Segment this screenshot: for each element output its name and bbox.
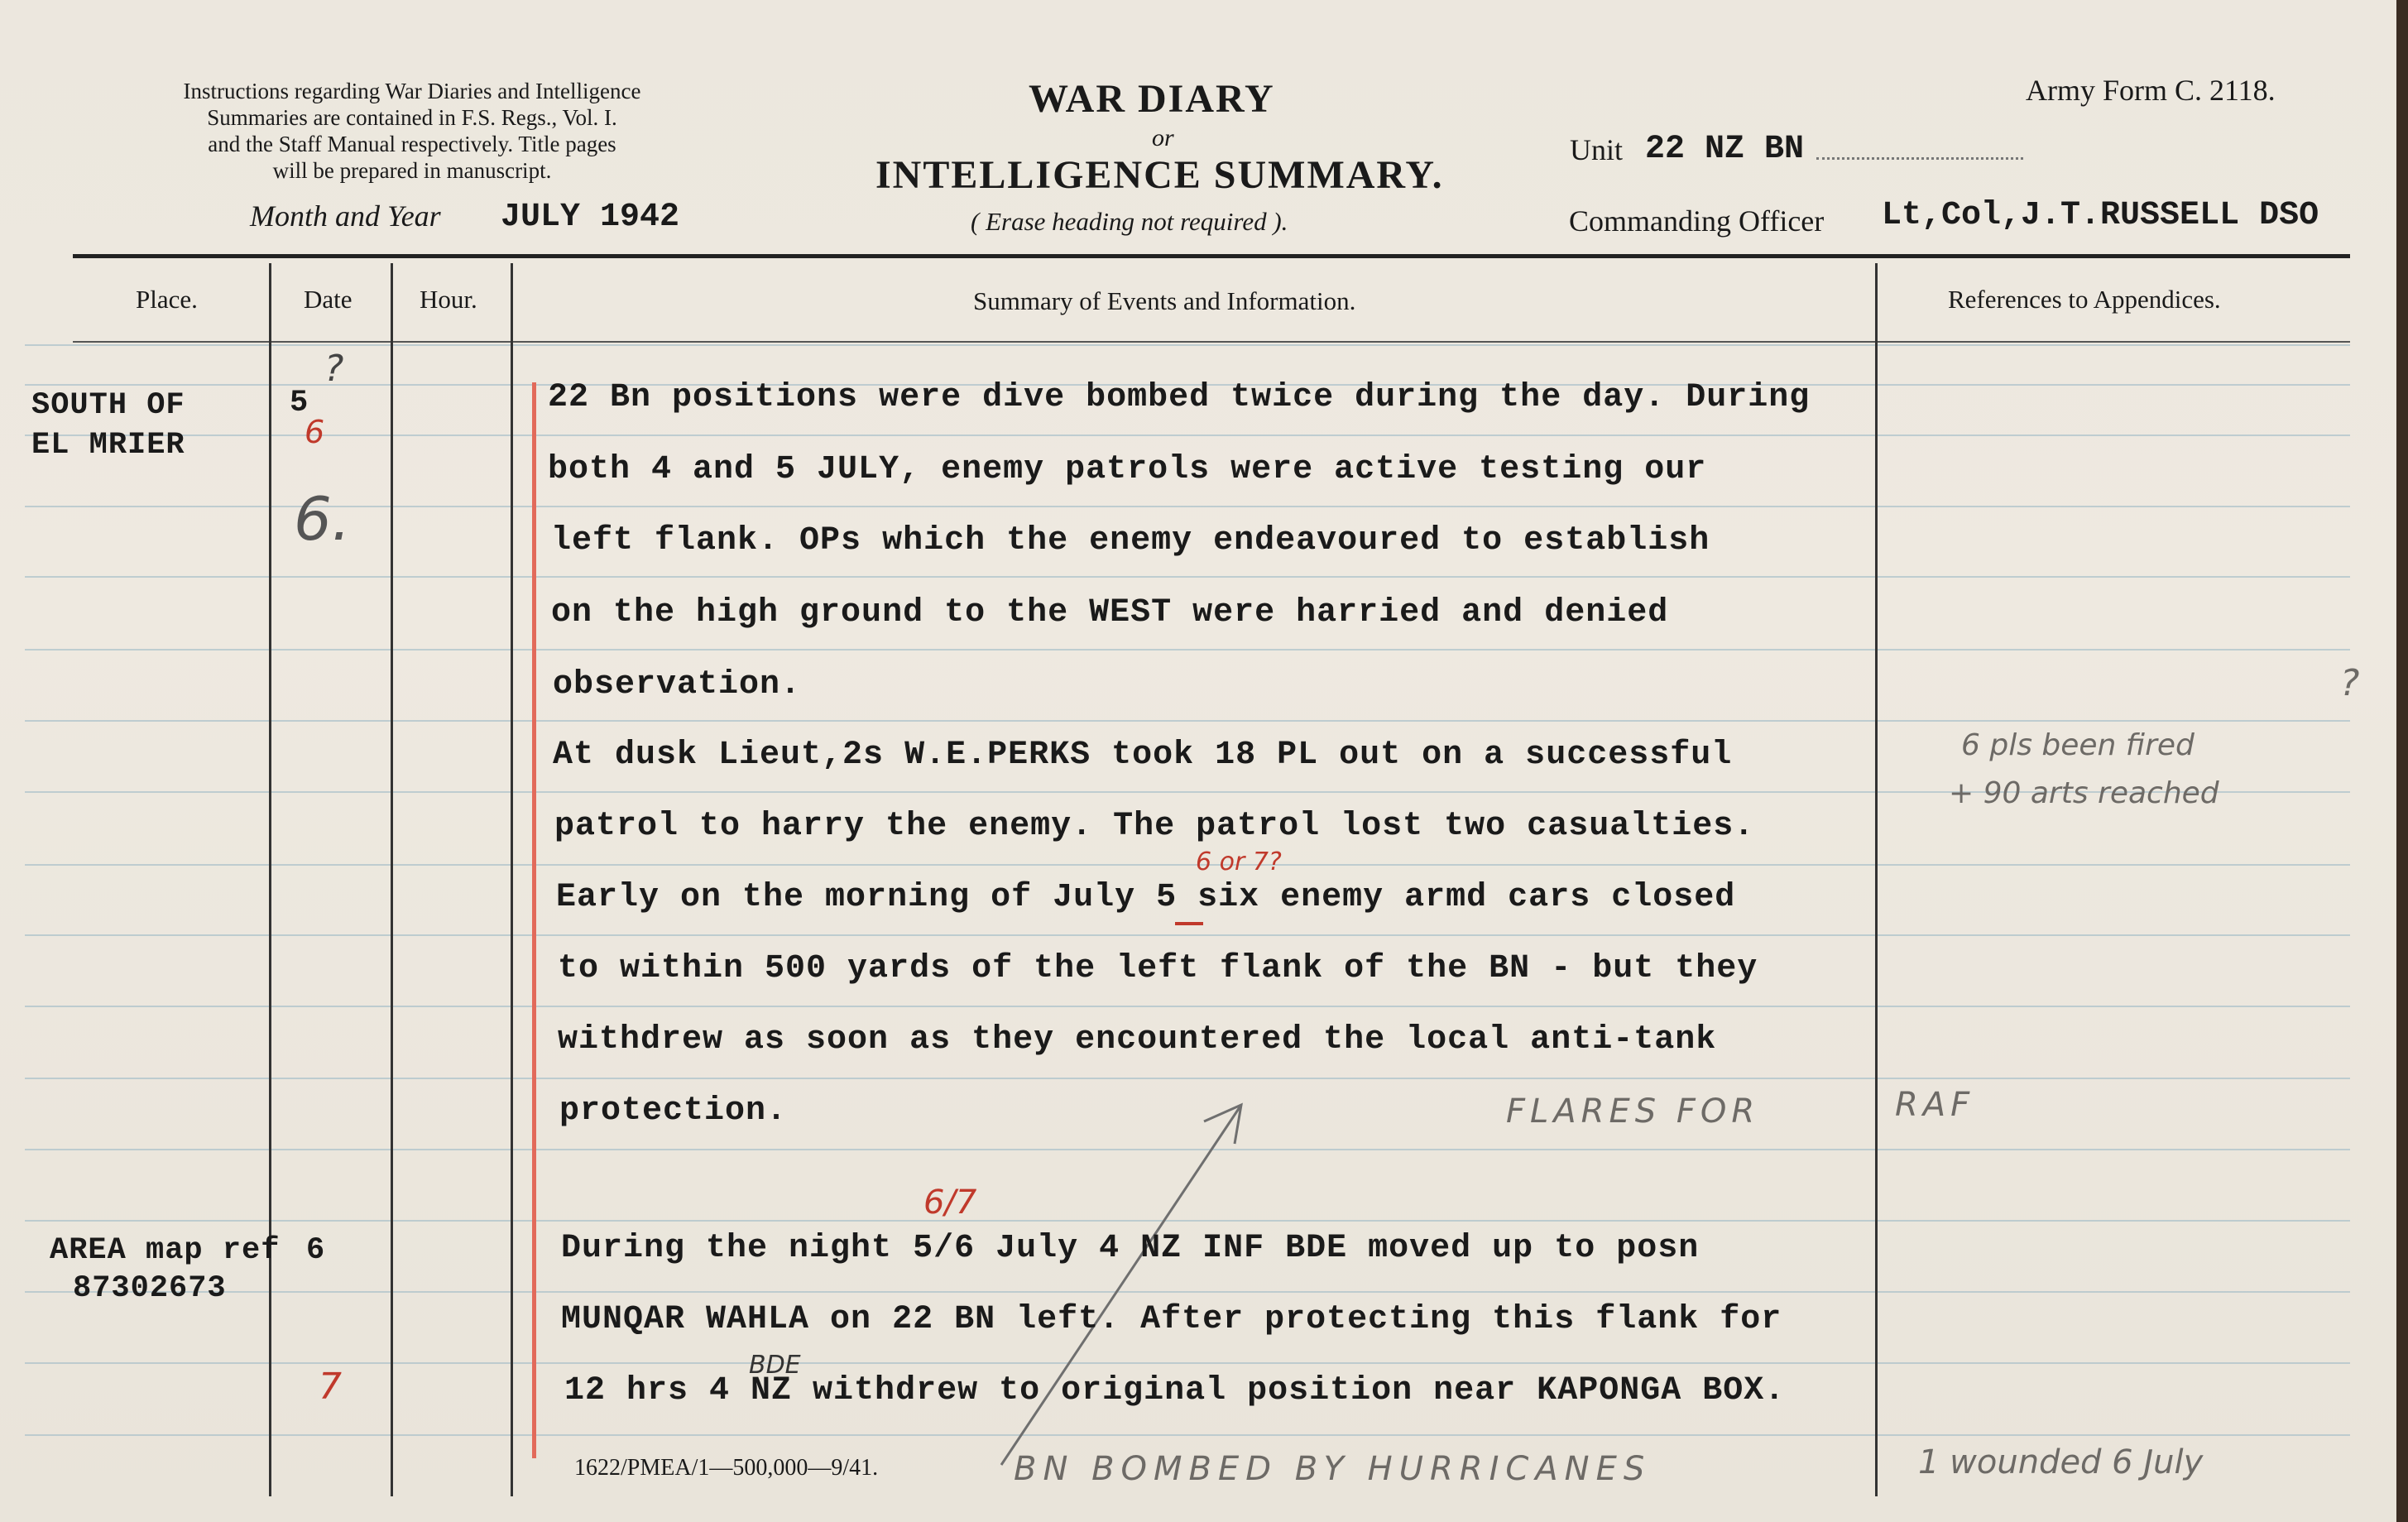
title-war-diary: WAR DIARY [1029,77,1275,121]
table-top-rule [73,254,2350,258]
summary-line: left flank. OPs which the enemy endeavoured to establish [551,522,1710,559]
date-entry-2: 6 [306,1233,325,1268]
date-handwritten-annotation: 6. [294,484,351,554]
column-header-date: Date [304,285,353,314]
column-header-hour: Hour. [420,285,477,314]
instructions-line: and the Staff Manual respectively. Title pages [208,132,616,156]
place-entry-1 [31,386,185,465]
flares-note: FLARES FOR [1506,1092,1760,1131]
summary-line: At dusk Lieut,2s W.E.PERKS took 18 PL out on a successful [553,737,1733,774]
month-year-label: Month and Year [250,199,441,233]
month-year-value: JULY 1942 [501,199,680,236]
summary-line: 22 Bn positions were dive bombed twice during the day. During [548,379,1811,416]
wounded-note: 1 wounded 6 July [1918,1443,2204,1481]
title-intelligence-summary: INTELLIGENCE SUMMARY. [875,153,1444,197]
summary-line: withdrew as soon as they encountered the local anti-tank [558,1021,1717,1059]
column-divider [1875,263,1878,1496]
pencil-arrow [976,1076,1274,1473]
place-line: AREA map ref [50,1233,281,1268]
header-bottom-rule [73,341,2350,343]
erase-note: ( Erase heading not required ). [971,207,1288,236]
unit-label: Unit [1570,133,1624,166]
unit-dotted-line [1816,157,2023,160]
summary-line: protection. [559,1092,788,1130]
date-red-annotation: 6 [305,414,325,450]
unit-value: 22 NZ BN [1645,131,1805,168]
commanding-officer-label: Commanding Officer [1569,204,1825,238]
place-line: SOUTH OF [31,388,185,423]
title-or: or [1152,124,1174,151]
summary-line: 12 hrs 4 NZ withdrew to original position near KAPONGA BOX. [564,1372,1786,1409]
print-code: 1622/PMEA/1—500,000—9/41. [574,1455,879,1481]
summary-line: patrol to harry the enemy. The patrol lost two casualties. [554,808,1755,845]
red-underline-mark [1175,922,1203,925]
summary-line: Early on the morning of July 5 six enemy armd cars closed [556,879,1736,916]
reference-note-line: 6 pls been fired [1961,728,2195,762]
summary-line: During the night 5/6 July 4 NZ INF BDE moved up to posn [561,1230,1700,1267]
column-header-summary: Summary of Events and Information. [973,286,1356,315]
date-entry-1: 5 [290,386,309,420]
reference-note-line: + 90 arts reached [1949,776,2219,810]
instructions-line: Summaries are contained in F.S. Regs., Vol. I. [207,105,617,130]
instructions-block [98,78,727,184]
page-edge-shadow [2396,0,2408,1522]
summary-line: to within 500 yards of the left flank of the BN - but they [558,950,1758,987]
raf-note: RAF [1895,1086,1975,1124]
column-header-place: Place. [136,285,198,314]
army-form-number: Army Form C. 2118. [2026,74,2276,107]
bombed-note: BN BOMBED BY HURRICANES [1014,1450,1652,1488]
summary-line: MUNQAR WAHLA on 22 BN left. After protecting this flank for [561,1301,1782,1338]
column-divider [511,263,513,1496]
summary-line: both 4 and 5 JULY, enemy patrols were active testing our [548,451,1707,488]
date-red-annotation: 7 [319,1366,342,1408]
reference-question-mark: ? [2340,662,2360,704]
column-header-references: References to Appendices. [1948,285,2221,314]
instructions-line: will be prepared in manuscript. [272,158,552,183]
question-mark-annotation: ? [324,348,344,390]
red-date-annotation: 6/7 [923,1184,977,1222]
summary-line: on the high ground to the WEST were harried and denied [551,594,1669,631]
red-margin-line [532,382,536,1458]
summary-line: observation. [553,666,802,703]
bde-annotation: BDE [749,1351,801,1380]
column-divider [269,263,271,1496]
place-line: 87302673 [73,1271,227,1306]
place-line: EL MRIER [31,428,185,463]
column-divider [391,263,393,1496]
place-entry-2 [50,1232,280,1308]
red-date-annotation: 6 or 7? [1196,847,1282,876]
instructions-line: Instructions regarding War Diaries and Intelligence [183,79,641,103]
commanding-officer-value: Lt,Col,J.T.RUSSELL DSO [1882,197,2319,234]
